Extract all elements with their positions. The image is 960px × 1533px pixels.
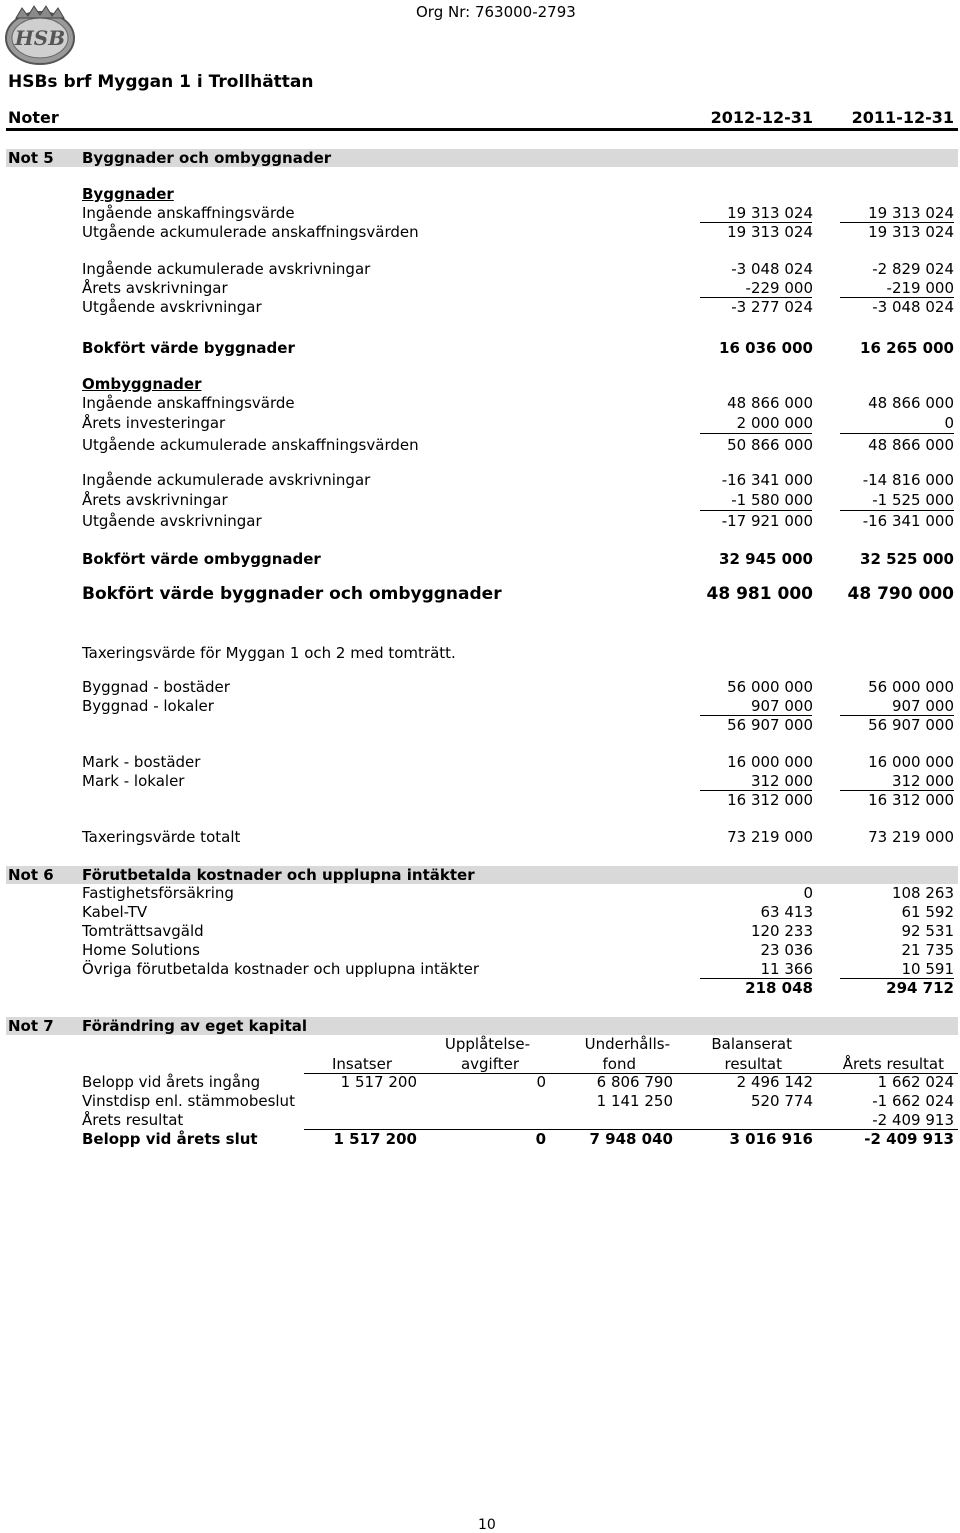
grand-total-label: Bokfört värde byggnader och ombyggnader bbox=[82, 584, 502, 604]
col-header-top: Underhålls- bbox=[584, 1035, 670, 1053]
byggnader-total-label: Bokfört värde byggnader bbox=[82, 339, 295, 357]
byg-row-value-2011: -2 829 024 bbox=[872, 260, 954, 278]
not6-total-2011: 294 712 bbox=[886, 979, 954, 997]
rule bbox=[840, 433, 954, 434]
byggnader-total-2012: 16 036 000 bbox=[719, 339, 813, 357]
rule bbox=[700, 510, 812, 511]
taxering-intro: Taxeringsvärde för Myggan 1 och 2 med tomträtt. bbox=[82, 644, 456, 662]
not6-row-value-2012: 63 413 bbox=[760, 903, 813, 921]
tax-total-label: Taxeringsvärde totalt bbox=[82, 828, 241, 846]
not6-row-value-2012: 0 bbox=[803, 884, 813, 902]
rule bbox=[700, 433, 812, 434]
byg-row-label: Ingående anskaffningsvärde bbox=[82, 204, 295, 222]
not6-row-value-2012: 120 233 bbox=[750, 922, 813, 940]
not6-row-value-2011: 21 735 bbox=[901, 941, 954, 959]
not6-title: Förutbetalda kostnader och upplupna intäkter bbox=[82, 866, 475, 884]
not7-value: -2 409 913 bbox=[864, 1130, 954, 1148]
association-name: HSBs brf Myggan 1 i Trollhättan bbox=[8, 72, 314, 92]
not7-row-label: Vinstdisp enl. stämmobeslut bbox=[82, 1092, 295, 1110]
col-2011-header: 2011-12-31 bbox=[851, 108, 954, 127]
not7-title: Förändring av eget kapital bbox=[82, 1017, 308, 1035]
page-number: 10 bbox=[478, 1517, 496, 1533]
byg-row-value-2012: -3 277 024 bbox=[731, 298, 813, 316]
omb-row-value-2012: 2 000 000 bbox=[736, 414, 813, 432]
tax-row-value-2012: 907 000 bbox=[750, 697, 813, 715]
omb-row-label: Utgående ackumulerade anskaffningsvärden bbox=[82, 436, 419, 454]
not7-value: 1 141 250 bbox=[596, 1092, 673, 1110]
col-2012-header: 2012-12-31 bbox=[710, 108, 813, 127]
byg-row-label: Ingående ackumulerade avskrivningar bbox=[82, 260, 371, 278]
not7-row-label: Belopp vid årets slut bbox=[82, 1130, 258, 1148]
omb-row-label: Årets avskrivningar bbox=[82, 491, 228, 509]
omb-row-value-2011: -14 816 000 bbox=[862, 471, 954, 489]
byg-row-label: Utgående avskrivningar bbox=[82, 298, 262, 316]
not7-value: 0 bbox=[536, 1073, 546, 1091]
ombyggnader-total-2011: 32 525 000 bbox=[860, 550, 954, 568]
tax-row-value-2012: 56 000 000 bbox=[727, 678, 813, 696]
byg-row-value-2012: -229 000 bbox=[745, 279, 813, 297]
tax-row-value-2011: 56 000 000 bbox=[868, 678, 954, 696]
not6-row-label: Övriga förutbetalda kostnader och upplupna intäkter bbox=[82, 960, 480, 978]
not7-row-label: Årets resultat bbox=[82, 1111, 184, 1129]
ombyggnader-total-2012: 32 945 000 bbox=[719, 550, 813, 568]
byggnader-total-2011: 16 265 000 bbox=[860, 339, 954, 357]
omb-row-value-2011: -1 525 000 bbox=[872, 491, 954, 509]
tax-row-value-2011: 907 000 bbox=[891, 697, 954, 715]
omb-row-value-2011: 0 bbox=[944, 414, 954, 432]
col-header-underhall: fond bbox=[602, 1055, 636, 1073]
not5-title: Byggnader och ombyggnader bbox=[82, 149, 332, 167]
tax-subtotal-2012: 16 312 000 bbox=[727, 791, 813, 809]
omb-row-value-2012: -16 341 000 bbox=[721, 471, 813, 489]
tax-row-label: Byggnad - bostäder bbox=[82, 678, 230, 696]
byg-row-value-2012: 19 313 024 bbox=[727, 204, 813, 222]
not7-row-label: Belopp vid årets ingång bbox=[82, 1073, 261, 1091]
not7-value: 1 662 024 bbox=[877, 1073, 954, 1091]
header-rule bbox=[6, 128, 958, 131]
tax-row-value-2012: 16 000 000 bbox=[727, 753, 813, 771]
not6-total-2012: 218 048 bbox=[745, 979, 813, 997]
tax-row-label: Mark - lokaler bbox=[82, 772, 185, 790]
omb-row-value-2011: 48 866 000 bbox=[868, 394, 954, 412]
col-header-insatser: Insatser bbox=[331, 1055, 392, 1073]
not6-row-label: Tomträttsavgäld bbox=[82, 922, 204, 940]
tax-subtotal-2011: 56 907 000 bbox=[868, 716, 954, 734]
not5-number: Not 5 bbox=[8, 149, 54, 167]
not6-number: Not 6 bbox=[8, 866, 54, 884]
tax-total-2012: 73 219 000 bbox=[727, 828, 813, 846]
not7-value: 0 bbox=[535, 1130, 546, 1148]
not6-row-value-2012: 11 366 bbox=[760, 960, 813, 978]
not7-value: 520 774 bbox=[750, 1092, 813, 1110]
not6-row-value-2012: 23 036 bbox=[760, 941, 813, 959]
omb-row-label: Ingående ackumulerade avskrivningar bbox=[82, 471, 371, 489]
not7-value: 6 806 790 bbox=[596, 1073, 673, 1091]
tax-row-label: Mark - bostäder bbox=[82, 753, 201, 771]
tax-subtotal-2011: 16 312 000 bbox=[868, 791, 954, 809]
tax-row-label: Byggnad - lokaler bbox=[82, 697, 214, 715]
byg-row-value-2011: -219 000 bbox=[886, 279, 954, 297]
omb-row-label: Ingående anskaffningsvärde bbox=[82, 394, 295, 412]
rule bbox=[840, 510, 954, 511]
not7-value: -2 409 913 bbox=[872, 1111, 954, 1129]
not7-value: 3 016 916 bbox=[729, 1130, 813, 1148]
omb-row-value-2011: -16 341 000 bbox=[862, 512, 954, 530]
notes-heading: Noter bbox=[8, 108, 59, 127]
not6-row-label: Fastighetsförsäkring bbox=[82, 884, 234, 902]
not7-value: 1 517 200 bbox=[340, 1073, 417, 1091]
omb-row-value-2011: 48 866 000 bbox=[868, 436, 954, 454]
byg-row-value-2012: 19 313 024 bbox=[727, 223, 813, 241]
not6-row-value-2011: 10 591 bbox=[901, 960, 954, 978]
omb-row-label: Årets investeringar bbox=[82, 414, 226, 432]
byg-row-label: Årets avskrivningar bbox=[82, 279, 228, 297]
col-header-top: Upplåtelse- bbox=[444, 1035, 530, 1053]
byg-row-label: Utgående ackumulerade anskaffningsvärden bbox=[82, 223, 419, 241]
col-header-top: Balanserat bbox=[711, 1035, 792, 1053]
tax-subtotal-2012: 56 907 000 bbox=[727, 716, 813, 734]
byg-row-value-2011: -3 048 024 bbox=[872, 298, 954, 316]
not6-row-value-2011: 61 592 bbox=[901, 903, 954, 921]
omb-row-value-2012: -17 921 000 bbox=[721, 512, 813, 530]
byg-row-value-2011: 19 313 024 bbox=[868, 204, 954, 222]
byg-row-value-2011: 19 313 024 bbox=[868, 223, 954, 241]
tax-row-value-2011: 16 000 000 bbox=[868, 753, 954, 771]
omb-row-value-2012: 48 866 000 bbox=[727, 394, 813, 412]
not6-row-label: Kabel-TV bbox=[82, 903, 148, 921]
byggnader-heading: Byggnader bbox=[82, 185, 174, 203]
svg-text:HSB: HSB bbox=[14, 26, 66, 50]
ombyggnader-heading: Ombyggnader bbox=[82, 375, 202, 393]
tax-total-2011: 73 219 000 bbox=[868, 828, 954, 846]
hsb-logo bbox=[2, 4, 78, 66]
tax-row-value-2011: 312 000 bbox=[891, 772, 954, 790]
grand-total-2012: 48 981 000 bbox=[706, 584, 813, 604]
col-header-upplatelse: avgifter bbox=[460, 1055, 519, 1073]
not6-row-value-2011: 92 531 bbox=[901, 922, 954, 940]
not7-value: -1 662 024 bbox=[872, 1092, 954, 1110]
omb-row-label: Utgående avskrivningar bbox=[82, 512, 262, 530]
not7-value: 2 496 142 bbox=[736, 1073, 813, 1091]
omb-row-value-2012: -1 580 000 bbox=[731, 491, 813, 509]
grand-total-2011: 48 790 000 bbox=[847, 584, 954, 604]
not6-row-value-2011: 108 263 bbox=[891, 884, 954, 902]
col-header-balanserat: resultat bbox=[724, 1055, 782, 1073]
byg-row-value-2012: -3 048 024 bbox=[731, 260, 813, 278]
col-header-arets-resultat: Årets resultat bbox=[842, 1055, 944, 1073]
ombyggnader-total-label: Bokfört värde ombyggnader bbox=[82, 550, 321, 568]
org-number: Org Nr: 763000-2793 bbox=[416, 3, 576, 21]
not6-row-label: Home Solutions bbox=[82, 941, 200, 959]
not7-value: 7 948 040 bbox=[589, 1130, 673, 1148]
not7-value: 1 517 200 bbox=[333, 1130, 417, 1148]
tax-row-value-2012: 312 000 bbox=[750, 772, 813, 790]
omb-row-value-2012: 50 866 000 bbox=[727, 436, 813, 454]
not7-number: Not 7 bbox=[8, 1017, 54, 1035]
